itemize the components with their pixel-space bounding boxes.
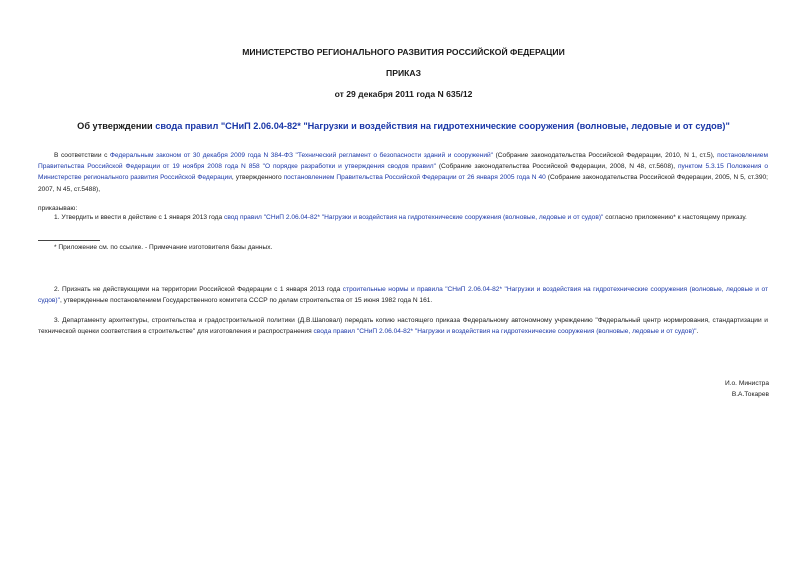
- title-prefix: Об утверждении: [77, 121, 156, 131]
- signature-position: И.о. Министра: [724, 380, 769, 387]
- government-decree-858-link[interactable]: постановлением Правительства Российской Федерации от 19 ноября 2008 года N 858 "О порядке разработки и утверждения сводов правил": [38, 152, 769, 171]
- preamble-text-5: (Собрание законодательства Российской Федерации, 2005, N 5, ст.390; 2007, N 45, ст.5488),: [38, 174, 768, 193]
- document-title: [0, 121, 807, 131]
- preamble-paragraph: [38, 150, 768, 195]
- item-1-text-2: согласно приложению* к настоящему приказу.: [603, 214, 747, 221]
- item-3-text-1: 3. Департаменту архитектуры, строительства и градостроительной политики (Д.В.Шаповал) передать копию настоящего приказа Федеральному автономному учреждению "Федеральный центр нормирования, стандартизации и технической оценки соответствия в строительстве" для изготовления и распространения: [38, 317, 768, 336]
- order-date: от 29 декабря 2011 года N 635/12: [334, 89, 473, 99]
- preamble-text-4: , утвержденного: [231, 174, 284, 182]
- government-decree-40-link[interactable]: постановлением Правительства Российской Федерации от 26 января 2005 года N 40: [283, 174, 546, 182]
- preamble-text-2: (Собрание законодательства Российской Федерации, 2010, N 1, ст.5),: [493, 152, 718, 159]
- footnote-divider: [38, 240, 100, 241]
- ministry-name: МИНИСТЕРСТВО РЕГИОНАЛЬНОГО РАЗВИТИЯ РОССИЙСКОЙ ФЕДЕРАЦИИ: [242, 47, 565, 57]
- title-link[interactable]: свода правил "СНиП 2.06.04-82* "Нагрузки и воздействия на гидротехнические сооружения (волновые, ледовые и от судов)": [155, 121, 730, 131]
- item-3-paragraph: [38, 315, 768, 337]
- footnote: [38, 242, 768, 253]
- preamble-text-3: (Собрание законодательства Российской Федерации, 2008, N 48, ст.5608),: [435, 163, 678, 171]
- order-type: ПРИКАЗ: [386, 68, 421, 78]
- item-2-norms-link[interactable]: строительные нормы и правила "СНиП 2.06.04-82* "Нагрузки и воздействия на гидротехнические сооружения (волновые, ледовые и от судов)": [38, 286, 768, 305]
- item-1-text-1: 1. Утвердить и ввести в действие с 1 января 2013 года: [54, 214, 225, 221]
- signature-name: В.А.Токарев: [731, 391, 769, 398]
- regulation-clause-link[interactable]: пунктом 5.3.15 Положения о Министерстве регионального развития Российской Федерации: [38, 163, 769, 182]
- item-2-text-1: 2. Признать не действующими на территории Российской Федерации с 1 января 2013 года: [54, 286, 343, 293]
- item-3-rules-link[interactable]: свода правил "СНиП 2.06.04-82* "Нагрузки и воздействия на гидротехнические сооружения (волновые, ледовые и от судов)": [313, 328, 697, 336]
- federal-law-link[interactable]: Федеральным законом от 30 декабря 2009 года N 384-ФЗ "Технический регламент о безопасности зданий и сооружений": [109, 152, 494, 159]
- item-3-text-2: .: [696, 328, 699, 336]
- preamble-text-1: В соответствии с: [54, 152, 110, 159]
- item-2-paragraph: [38, 284, 768, 306]
- order-word: приказываю:: [38, 205, 78, 212]
- footnote-text: * Приложение см. по ссылке. - Примечание изготовителя базы данных.: [54, 244, 273, 251]
- item-1-paragraph: [38, 212, 768, 223]
- item-1-rules-link[interactable]: свод правил "СНиП 2.06.04-82* "Нагрузки и воздействия на гидротехнические сооружения (волновые, ледовые и от судов)": [224, 214, 604, 221]
- item-2-text-2: , утвержденные постановлением Государственного комитета СССР по делам строительства от 15 июня 1982 года N 161.: [59, 297, 433, 305]
